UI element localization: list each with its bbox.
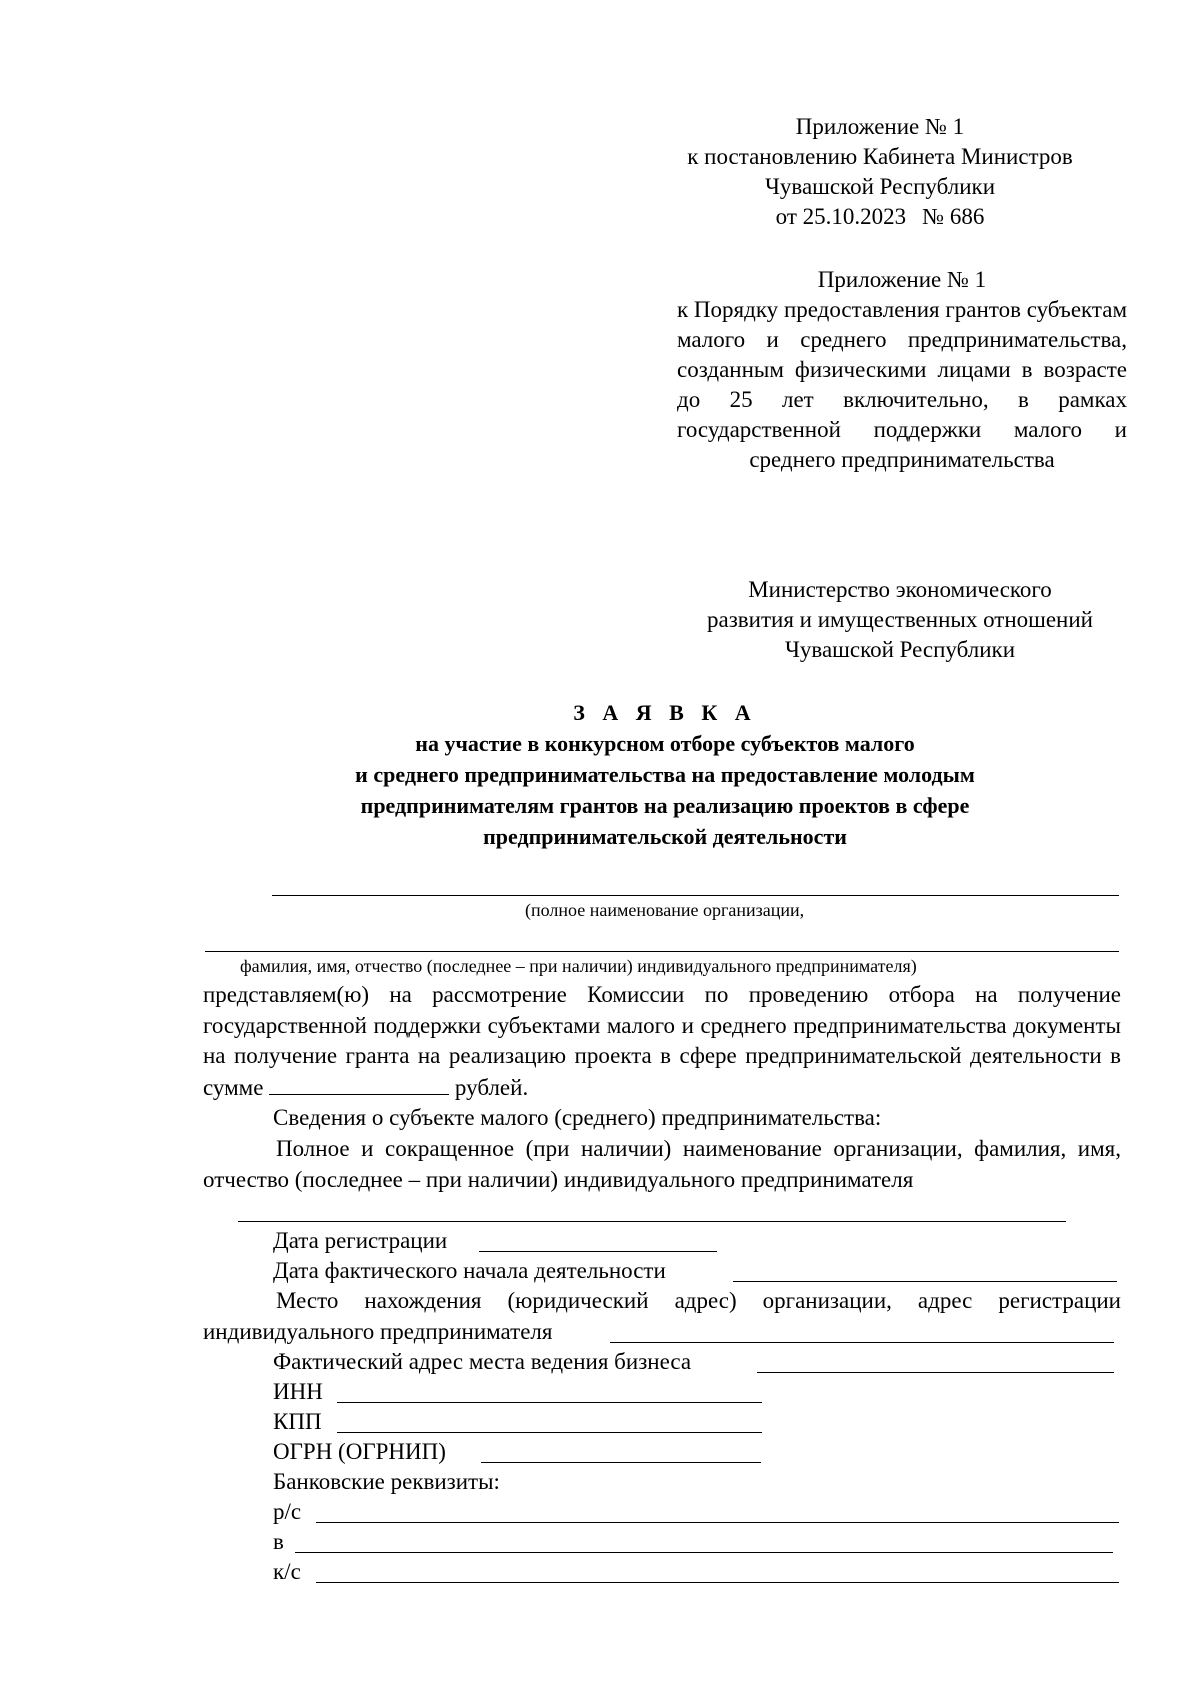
ks-label: к/с bbox=[273, 1559, 301, 1584]
decree-appendix-title: Приложение № 1 bbox=[795, 114, 965, 139]
ks-row bbox=[273, 1557, 301, 1587]
actual-address-label: Фактический адрес места ведения бизнеса bbox=[273, 1349, 692, 1374]
ogrn-row bbox=[273, 1437, 446, 1467]
full-name-blank[interactable] bbox=[238, 1221, 1066, 1222]
ogrn-label: ОГРН (ОГРНИП) bbox=[273, 1439, 446, 1464]
decree-date: от 25.10.2023 bbox=[775, 204, 907, 229]
ogrn-blank[interactable] bbox=[481, 1462, 761, 1463]
intro-text: представляем(ю) на рассмотрение Комиссии по проведению отбора на получение государственной поддержки субъектами малого и среднего предпринимательства документы на получение гранта на реализацию проекта в сфере предпринимательской деятельности в сумме bbox=[203, 982, 1121, 1100]
start-date-blank[interactable] bbox=[733, 1281, 1117, 1282]
grant-amount-blank[interactable] bbox=[269, 1072, 449, 1095]
decree-appendix-line: к постановлению Кабинета Министров bbox=[687, 144, 1073, 169]
fio-caption: фамилия, имя, отчество (последнее – при наличии) индивидуального предпринимателя) bbox=[240, 956, 917, 976]
rs-label: р/с bbox=[273, 1499, 302, 1524]
rs-blank[interactable] bbox=[316, 1522, 1119, 1523]
intro-suffix: рублей. bbox=[454, 1074, 529, 1100]
org-name-caption: (полное наименование организации, bbox=[525, 900, 805, 920]
intro-paragraph bbox=[203, 980, 1121, 1103]
inn-label: ИНН bbox=[273, 1379, 323, 1404]
rs-row bbox=[273, 1497, 301, 1527]
title-line-1: на участие в конкурсном отборе субъектов малого bbox=[415, 731, 915, 756]
title-line-3: предпринимателям грантов на реализацию проектов в сфере bbox=[360, 793, 970, 818]
inn-blank[interactable] bbox=[337, 1402, 762, 1403]
ks-blank[interactable] bbox=[316, 1582, 1119, 1583]
recipient-block bbox=[660, 575, 1140, 665]
legal-address-label: Место нахождения (юридический адрес) организации, адрес регистрации индивидуального предпринимателя bbox=[203, 1288, 1121, 1344]
legal-address-blank[interactable] bbox=[610, 1342, 1114, 1343]
decree-appendix-republic: Чувашской Республики bbox=[764, 174, 996, 199]
kpp-label: КПП bbox=[273, 1409, 322, 1434]
title-word: З А Я В К А bbox=[573, 700, 757, 725]
legal-address-paragraph bbox=[203, 1286, 1121, 1347]
bank-name-label: в bbox=[273, 1529, 284, 1554]
decree-appendix-block bbox=[620, 112, 1140, 232]
recipient-line-3: Чувашской Республики bbox=[784, 637, 1016, 662]
decree-number: № 686 bbox=[922, 204, 985, 229]
recipient-line-2: развития и имущественных отношений bbox=[707, 607, 1093, 632]
recipient-line-1: Министерство экономического bbox=[748, 577, 1052, 602]
bank-name-blank[interactable] bbox=[295, 1552, 1113, 1553]
full-name-label: Полное и сокращенное (при наличии) наименование организации, фамилия, имя, отчество (последнее – при наличии) индивидуального предпринимателя bbox=[203, 1136, 1121, 1192]
title-line-2: и среднего предпринимательства на предоставление молодым bbox=[355, 762, 975, 787]
actual-address-blank[interactable] bbox=[757, 1372, 1114, 1373]
kpp-row bbox=[273, 1407, 322, 1437]
start-date-row bbox=[273, 1256, 666, 1286]
reg-date-label: Дата регистрации bbox=[273, 1228, 448, 1253]
bank-header: Банковские реквизиты: bbox=[273, 1469, 500, 1494]
reg-date-row bbox=[273, 1226, 447, 1256]
info-header: Сведения о субъекте малого (среднего) предпринимательства: bbox=[273, 1105, 882, 1130]
bank-name-row bbox=[273, 1527, 284, 1557]
full-name-paragraph bbox=[203, 1134, 1121, 1195]
org-name-blank[interactable] bbox=[272, 895, 1119, 896]
actual-address-row bbox=[273, 1347, 691, 1377]
decree-appendix-date-number bbox=[620, 202, 1140, 232]
title-line-4: предпринимательской деятельности bbox=[483, 824, 847, 849]
order-appendix-text: к Порядку предоставления грантов субъектам малого и среднего предпринимательства, созданным физическими лицами в возрасте до 25 лет включительно, в рамках государственной поддержки малого и среднего предпринимательства bbox=[677, 297, 1127, 472]
order-appendix-title: Приложение № 1 bbox=[817, 267, 987, 292]
order-appendix-block bbox=[677, 265, 1127, 475]
inn-row bbox=[273, 1377, 323, 1407]
start-date-label: Дата фактического начала деятельности bbox=[273, 1258, 666, 1283]
fio-blank[interactable] bbox=[205, 951, 1119, 952]
kpp-blank[interactable] bbox=[337, 1432, 762, 1433]
reg-date-blank[interactable] bbox=[479, 1251, 717, 1252]
document-title bbox=[200, 697, 1130, 852]
